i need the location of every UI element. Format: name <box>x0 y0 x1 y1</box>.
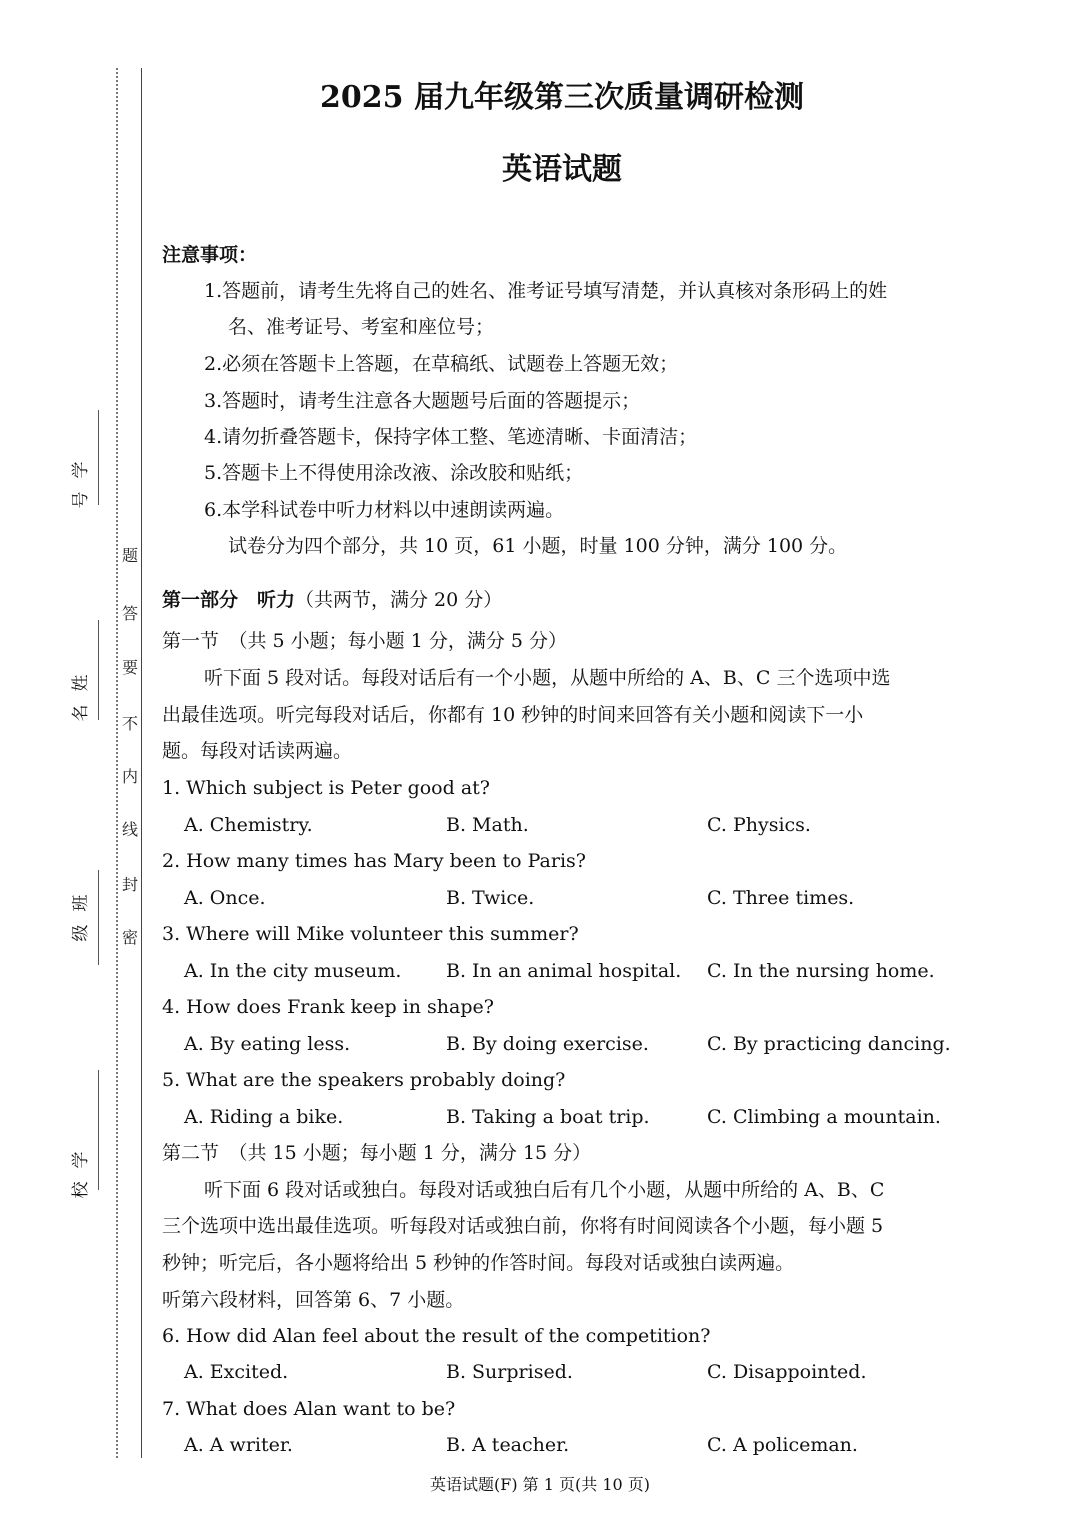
section2-heading: 第二节 （共 15 小题；每小题 1 分，满分 15 分） <box>162 1142 592 1164</box>
student-id-line <box>98 410 99 505</box>
section2-instructions: 秒钟；听完后，各小题将给出 5 秒钟的作答时间。每段对话或独白读两遍。 <box>162 1252 795 1274</box>
part1-heading-row <box>162 587 502 613</box>
option-b[interactable]: B. Surprised. <box>446 1361 573 1383</box>
seal-char: 内 <box>121 767 138 786</box>
field-label-char: 学 <box>71 461 91 479</box>
name-line <box>98 620 99 720</box>
section2-material-note: 听第六段材料，回答第 6、7 小题。 <box>162 1289 465 1311</box>
option-c[interactable]: C. Three times. <box>707 887 855 909</box>
notice-item: 3.答题时，请考生注意各大题题号后面的答题提示； <box>204 390 641 412</box>
name-label <box>72 668 96 728</box>
part1-heading: 第一部分 听力 <box>162 589 296 611</box>
option-c[interactable]: C. Physics. <box>707 814 811 836</box>
notice-item: 6.本学科试卷中听力材料以中速朗读两遍。 <box>204 499 565 521</box>
field-label-char: 校 <box>71 1181 91 1199</box>
option-a[interactable]: A. Chemistry. <box>184 814 313 836</box>
question-3: 3. Where will Mike volunteer this summer? <box>162 923 579 945</box>
option-b[interactable]: B. In an animal hospital. <box>446 960 682 982</box>
option-a[interactable]: A. Excited. <box>184 1361 289 1383</box>
notice-item: 4.请勿折叠答题卡，保持字体工整、笔迹清晰、卡面清洁； <box>204 426 698 448</box>
notice-item: 1.答题前，请考生先将自己的姓名、准考证号填写清楚，并认真核对条形码上的姓 <box>204 280 888 302</box>
seal-char: 题 <box>121 546 138 565</box>
option-b[interactable]: B. Taking a boat trip. <box>446 1106 650 1128</box>
seal-char: 答 <box>121 604 138 623</box>
option-c[interactable]: C. By practicing dancing. <box>707 1033 951 1055</box>
exam-title: 2025 届九年级第三次质量调研检测 <box>320 80 804 115</box>
option-a[interactable]: A. Riding a bike. <box>184 1106 344 1128</box>
option-b[interactable]: B. By doing exercise. <box>446 1033 649 1055</box>
question-4: 4. How does Frank keep in shape? <box>162 996 494 1018</box>
field-label-char: 学 <box>71 1151 91 1169</box>
question-7: 7. What does Alan want to be? <box>162 1398 456 1420</box>
field-label-char: 级 <box>71 924 91 942</box>
question-6: 6. How did Alan feel about the result of the competition? <box>162 1325 711 1347</box>
option-b[interactable]: B. Twice. <box>446 887 535 909</box>
question-2: 2. How many times has Mary been to Paris? <box>162 850 586 872</box>
section2-instructions: 三个选项中选出最佳选项。听每段对话或独白前，你将有时间阅读各个小题，每小题 5 <box>162 1215 884 1237</box>
school-line <box>98 1070 99 1190</box>
field-label-char: 名 <box>71 704 91 722</box>
class-label <box>72 888 96 948</box>
question-5: 5. What are the speakers probably doing? <box>162 1069 566 1091</box>
section1-heading: 第一节 （共 5 小题；每小题 1 分，满分 5 分） <box>162 630 568 652</box>
question-1: 1. Which subject is Peter good at? <box>162 777 490 799</box>
notice-item: 5.答题卡上不得使用涂改液、涂改胶和贴纸； <box>204 462 584 484</box>
notice-heading: 注意事项： <box>162 244 258 266</box>
option-a[interactable]: A. By eating less. <box>184 1033 351 1055</box>
field-label-char: 号 <box>71 491 91 509</box>
dotted-cut-line <box>116 68 118 1458</box>
page-footer: 英语试题(F) 第 1 页(共 10 页) <box>429 1475 651 1494</box>
option-b[interactable]: B. A teacher. <box>446 1434 570 1456</box>
notice-item: 名、准考证号、考室和座位号； <box>228 316 495 338</box>
exam-subtitle: 英语试题 <box>502 152 622 187</box>
option-b[interactable]: B. Math. <box>446 814 529 836</box>
seal-char: 不 <box>121 714 138 733</box>
part1-heading-note: （共两节，满分 20 分） <box>295 589 503 611</box>
school-label <box>72 1145 96 1205</box>
option-c[interactable]: C. In the nursing home. <box>707 960 935 982</box>
section2-instructions: 听下面 6 段对话或独白。每段对话或独白后有几个小题，从题中所给的 A、B、C <box>204 1179 885 1201</box>
option-c[interactable]: C. Climbing a mountain. <box>707 1106 941 1128</box>
section1-instructions: 听下面 5 段对话。每段对话后有一个小题，从题中所给的 A、B、C 三个选项中选 <box>204 667 891 689</box>
option-c[interactable]: C. Disappointed. <box>707 1361 867 1383</box>
binding-margin <box>0 0 150 1526</box>
option-c[interactable]: C. A policeman. <box>707 1434 858 1456</box>
notice-summary: 试卷分为四个部分，共 10 页，61 小题，时量 100 分钟，满分 100 分。 <box>228 535 848 557</box>
option-a[interactable]: A. A writer. <box>184 1434 293 1456</box>
section1-instructions: 出最佳选项。听完每段对话后，你都有 10 秒钟的时间来回答有关小题和阅读下一小 <box>162 704 864 726</box>
seal-char: 封 <box>121 875 138 894</box>
field-label-char: 姓 <box>71 674 91 692</box>
seal-char: 线 <box>121 820 138 839</box>
seal-char: 要 <box>121 658 138 677</box>
section1-instructions: 题。每段对话读两遍。 <box>162 740 353 762</box>
seal-char: 密 <box>121 928 138 947</box>
option-a[interactable]: A. Once. <box>184 887 266 909</box>
field-label-char: 班 <box>71 894 91 912</box>
student-id-label <box>72 455 96 515</box>
class-line <box>98 870 99 965</box>
option-a[interactable]: A. In the city museum. <box>184 960 402 982</box>
binding-border-line <box>141 68 142 1458</box>
notice-item: 2.必须在答题卡上答题，在草稿纸、试题卷上答题无效； <box>204 353 679 375</box>
